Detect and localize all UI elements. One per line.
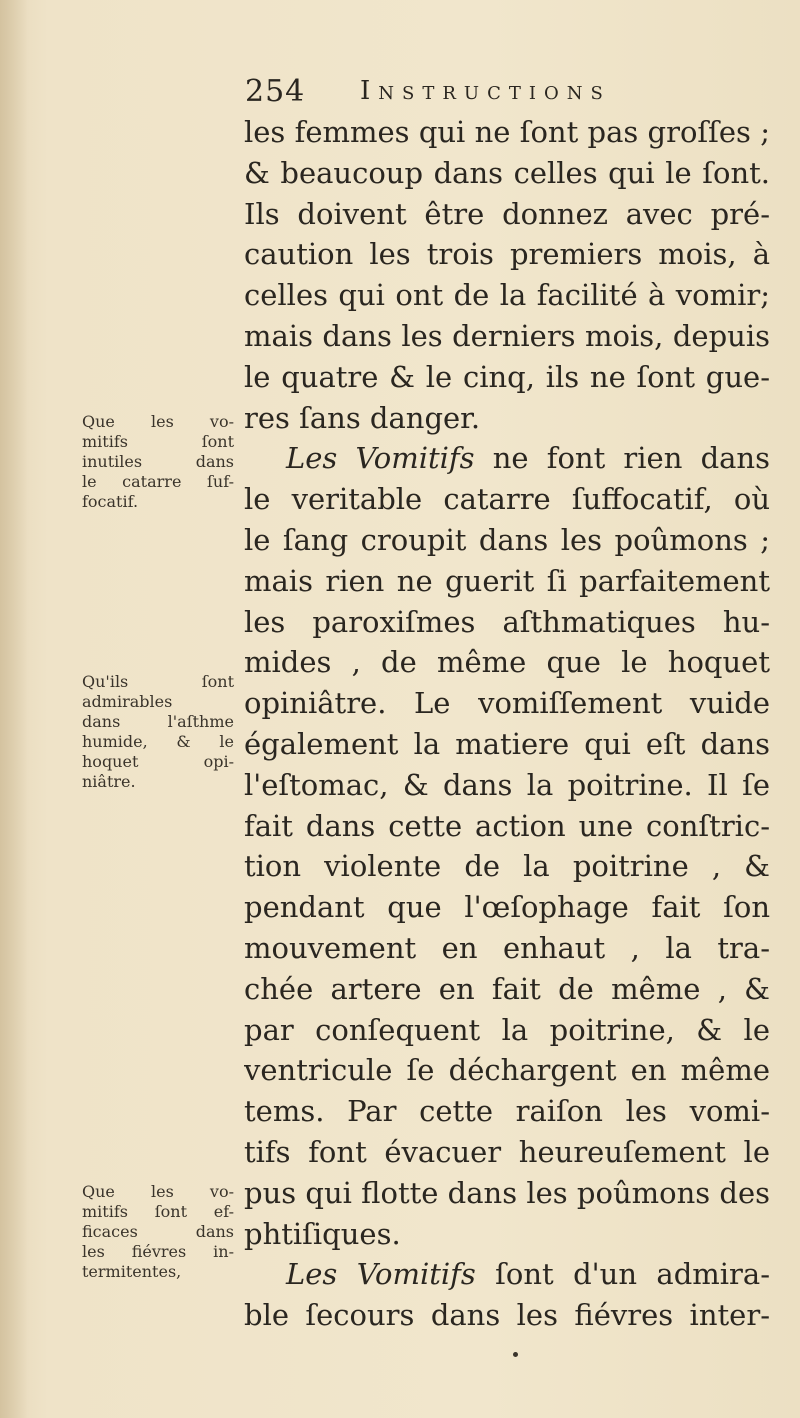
text-line: ble ſecours dans les fiévres inter- — [244, 1298, 770, 1333]
text-line: les paroxiſmes aſthmatiques hu- — [244, 604, 770, 639]
text-line: fait dans cette action une conſtric- — [244, 808, 770, 843]
note-line: dans l'aſthme — [82, 712, 234, 731]
text-line: phtiſiques. — [244, 1216, 401, 1251]
note-line: ficaces dans — [82, 1222, 234, 1241]
text-fragment: ne font rien dans — [474, 441, 770, 476]
text-line: l'eſtomac, & dans la poitrine. Il ſe — [244, 767, 770, 802]
note-line: hoquet opi- — [82, 752, 234, 771]
text-line: res ſans danger. — [244, 400, 481, 435]
text-line: par conſequent la poitrine, & le — [244, 1012, 770, 1047]
text-line: mais dans les derniers mois, depuis — [244, 318, 770, 353]
note-line: inutiles dans — [82, 452, 234, 471]
text-line: mouvement en enhaut , la tra- — [244, 930, 770, 965]
note-line: focatif. — [82, 492, 139, 511]
emphasis-vomitifs: Les Vomitifs — [286, 1257, 476, 1292]
text-line: mides , de même que le hoquet — [244, 645, 770, 680]
note-line: admirables — [82, 692, 173, 711]
note-line: Que les vo- — [82, 1182, 234, 1201]
text-line: le quatre & le cinq, ils ne ſont gue- — [244, 359, 770, 394]
ink-speck — [513, 1352, 518, 1357]
text-line: les femmes qui ne ſont pas groſſes ; — [244, 115, 770, 149]
emphasis-vomitifs: Les Vomitifs — [286, 441, 475, 476]
margin-note — [82, 412, 234, 512]
margin-note — [82, 672, 234, 792]
text-line: pus qui flotte dans les poûmons des — [244, 1175, 770, 1210]
page-number: 254 — [245, 74, 306, 109]
text-line: le veritable catarre ſuffocatif, où — [244, 482, 770, 517]
note-line: mitifs ſont — [82, 432, 234, 451]
text-line: tems. Par cette raiſon les vomi- — [244, 1094, 770, 1129]
note-line: le catarre ſuf- — [82, 472, 234, 491]
main-text — [244, 112, 770, 1336]
running-title: Instructions — [360, 76, 611, 106]
paragraph-start — [244, 438, 770, 479]
text-line: caution les trois premiers mois, à — [244, 237, 770, 272]
text-line: & beaucoup dans celles qui le ſont. — [244, 155, 770, 190]
note-line: Que les vo- — [82, 412, 234, 431]
margin-note — [82, 1182, 234, 1282]
note-line: termitentes, — [82, 1262, 182, 1281]
note-line: Qu'ils ſont — [82, 672, 234, 691]
note-line: les fiévres in- — [82, 1242, 234, 1261]
paragraph-start — [244, 1254, 770, 1295]
note-line: niâtre. — [82, 772, 136, 791]
note-line: humide, & le — [82, 732, 234, 751]
text-line: mais rien ne guerit ſi parfaitement — [244, 563, 770, 598]
text-line: pendant que l'œſophage fait ſon — [244, 890, 770, 925]
text-line: tifs font évacuer heureuſement le — [244, 1134, 770, 1169]
text-line: également la matiere qui eſt dans — [244, 726, 770, 761]
text-line: chée artere en fait de même , & — [244, 971, 770, 1006]
text-line: celles qui ont de la facilité à vomir; — [244, 278, 770, 313]
text-line: le ſang croupit dans les poûmons ; — [244, 522, 770, 557]
text-line: opiniâtre. Le vomiſſement vuide — [244, 686, 770, 721]
text-line: ventricule ſe déchargent en même — [244, 1053, 770, 1088]
text-fragment: ſont d'un admira- — [475, 1257, 770, 1292]
text-line: Ils doivent être donnez avec pré- — [244, 196, 770, 231]
note-line: mitifs ſont ef- — [82, 1202, 234, 1221]
text-line: tion violente de la poitrine , & — [244, 849, 770, 884]
